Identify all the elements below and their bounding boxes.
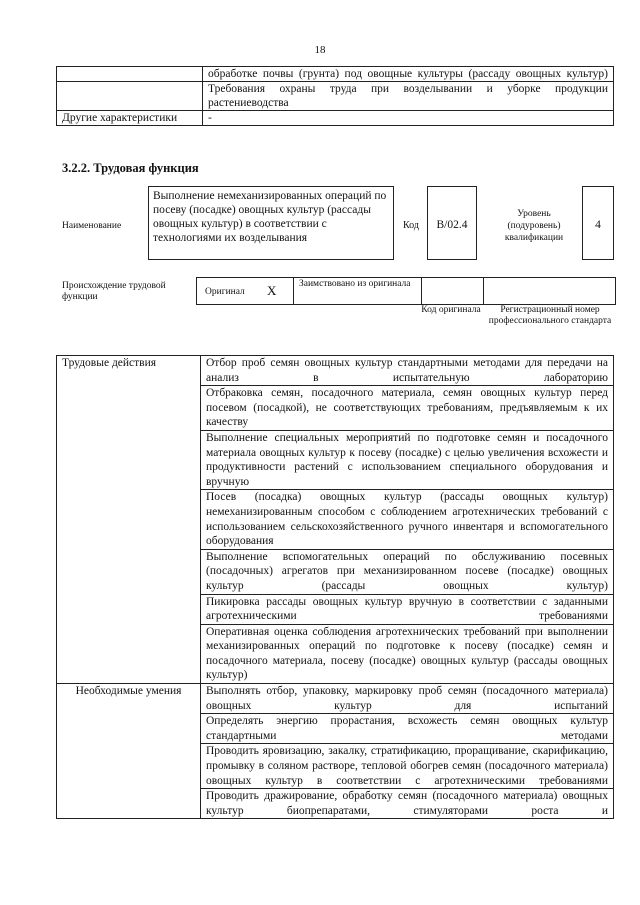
row-value: Требования охраны труда при возделывании и уборке продукции растениеводства	[203, 82, 614, 111]
list-item: Пикировка рассады овощных культур вручную в соответствии с заданными агротехническими требованиями	[201, 594, 614, 624]
list-item: Выполнение специальных мероприятий по подготовке семян и посадочного материала овощных культур к посеву (посадке) с целью увеличения всхожести и продуктивности растений с использованием специального оборудования и вручную	[201, 430, 614, 489]
list-item: Выполнение вспомогательных операций по обслуживанию посевных (посадочных) агрегатов при механизированном посеве (посадке) овощных культур (рассады овощных культур)	[201, 549, 614, 594]
level-label: Уровень (подуровень) квалификации	[504, 209, 564, 243]
table-row	[57, 82, 614, 111]
code-value-box: B/02.4	[427, 186, 477, 260]
main-table	[56, 355, 614, 819]
list-item: Посев (посадка) овощных культур (рассады овощных культур) немеханизированным способом с соблюдением агротехнических требований с использованием сельскохозяйственного ручного инвентаря и вспомогательного оборудования	[201, 490, 614, 549]
borrowed-label: Заимствовано из оригинала	[299, 279, 411, 289]
table-row	[57, 67, 614, 82]
original-label: Оригинал	[205, 287, 245, 297]
divider	[293, 278, 294, 304]
list-item: Выполнять отбор, упаковку, маркировку проб семян (посадочного материала) овощных культур для испытаний	[201, 684, 614, 714]
code-caption: Код оригинала	[421, 305, 481, 315]
row-value: -	[203, 111, 614, 126]
origin-label: Происхождение трудовой функции	[62, 281, 166, 302]
list-item: Определять энергию прорастания, всхожесть семян овощных культур стандартными методами	[201, 714, 614, 744]
list-item: Оперативная оценка соблюдения агротехнических требований при выполнении механизированных операций по подготовке к посеву (посадке) семян и посадочного материала, посеву (посадке) овощных культур (рассады овощных культур)	[201, 624, 614, 683]
function-name-box: Выполнение немеханизированных операций по посеву (посадке) овощных культур (рассады овощных культур) в соответствии с технологиями их возделывания	[148, 186, 394, 260]
group-label: Необходимые умения	[57, 684, 201, 819]
group-label: Трудовые действия	[57, 356, 201, 684]
row-value: обработке почвы (грунта) под овощные культуры (рассаду овощных культур)	[203, 67, 614, 82]
row-label: Другие характеристики	[57, 111, 203, 126]
code-label: Код	[403, 220, 419, 231]
row-label	[57, 82, 203, 111]
list-item: Отбраковка семян, посадочного материала, семян овощных культур перед посевом (посадкой), не соответствующих требованиям, предъявляемым к их качеству	[201, 386, 614, 431]
list-item: Проводить яровизацию, закалку, стратификацию, проращивание, скарификацию, промывку в соляном растворе, тепловой обогрев семян (посадочного материала) овощных культур в соответствии с агротехническими требованиями	[201, 744, 614, 789]
page-number: 18	[314, 44, 326, 56]
top-table	[56, 66, 614, 126]
reg-caption: Регистрационный номер профессионального стандарта	[488, 305, 612, 326]
row-label	[57, 67, 203, 82]
name-label: Наименование	[62, 221, 122, 231]
table-row	[57, 684, 614, 714]
divider	[421, 278, 422, 304]
original-mark: X	[267, 283, 277, 298]
list-item: Проводить дражирование, обработку семян (посадочного материала) овощных культур биопрепаратами, стимуляторами роста и	[201, 789, 614, 819]
level-value-box: 4	[582, 186, 614, 260]
list-item: Отбор проб семян овощных культур стандартными методами для передачи на анализ в испытательную лабораторию	[201, 356, 614, 386]
table-row	[57, 111, 614, 126]
divider	[483, 278, 484, 304]
section-title: 3.2.2. Трудовая функция	[62, 161, 199, 175]
table-row	[57, 356, 614, 386]
origin-box	[196, 277, 616, 305]
